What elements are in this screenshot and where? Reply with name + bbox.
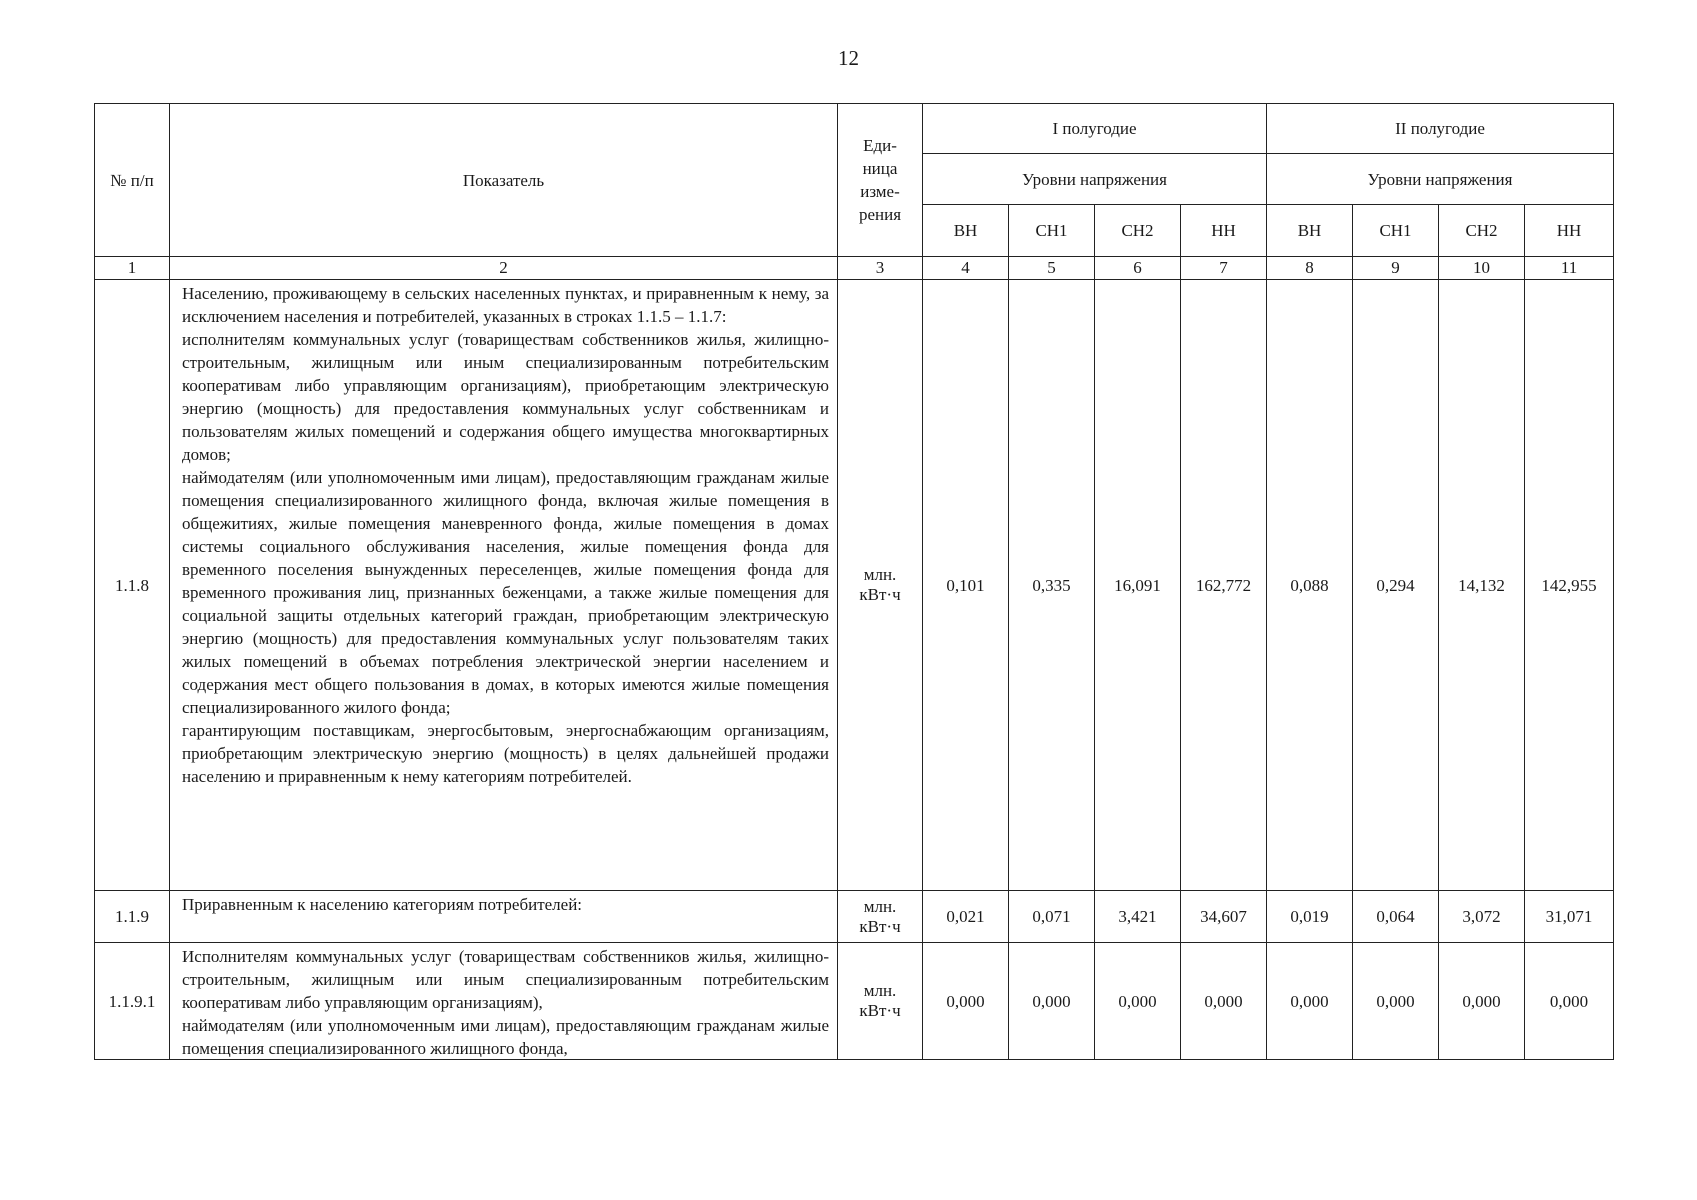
page-number: 12: [838, 46, 859, 70]
header-half1: I полугодие: [923, 104, 1267, 154]
header-level-5: ВН: [1267, 205, 1353, 257]
row-indicator: [170, 943, 838, 1060]
row-value: 31,071: [1525, 891, 1614, 943]
row-value: 0,000: [1095, 943, 1181, 1060]
row-number: 1.1.9: [95, 891, 170, 943]
column-number-2: 2: [170, 257, 838, 280]
row-value: 0,064: [1353, 891, 1439, 943]
indicator-paragraph: наймодателям (или уполномоченным ими лицам), предоставляющим гражданам жилые помещения специализированного жилищного фонда,: [182, 1016, 829, 1057]
row-value: 0,000: [1525, 943, 1614, 1060]
table-row: [95, 891, 1614, 943]
header-level-2: СН1: [1009, 205, 1095, 257]
header-level-3: СН2: [1095, 205, 1181, 257]
header-level-1: ВН: [923, 205, 1009, 257]
row-value: 0,071: [1009, 891, 1095, 943]
row-value: 0,101: [923, 280, 1009, 891]
indicator-paragraph: Исполнителям коммунальных услуг (товариществам собственников жилья, жилищно-строительным, жилищным или иным специализированным потребительским кооперативам либо управляющим организациям),: [182, 947, 829, 1012]
row-value: 0,000: [1439, 943, 1525, 1060]
indicator-paragraph: гарантирующим поставщикам, энергосбытовым, энергоснабжающим организациям, приобретающим электрическую энергию (мощность) в целях дальнейшей продажи населению и приравненным к нему категориям потребителей.: [182, 721, 829, 786]
row-value: 0,294: [1353, 280, 1439, 891]
column-number-11: 11: [1525, 257, 1614, 280]
row-indicator: [170, 280, 838, 891]
header-level-4: НН: [1181, 205, 1267, 257]
header-voltage-levels-half1: Уровни напряжения: [923, 154, 1267, 205]
table-row: [95, 943, 1614, 1060]
row-number: 1.1.8: [95, 280, 170, 891]
header-voltage-levels-half2: Уровни напряжения: [1267, 154, 1614, 205]
indicator-paragraph: Населению, проживающему в сельских населенных пунктах, и приравненным к нему, за исключением населения и потребителей, указанных в строках 1.1.5 – 1.1.7:: [182, 284, 829, 326]
row-value: 0,088: [1267, 280, 1353, 891]
column-number-8: 8: [1267, 257, 1353, 280]
indicator-paragraph: исполнителям коммунальных услуг (товариществам собственников жилья, жилищно-строительным, жилищным или иным специализированным потребительским кооперативам либо управляющим организациям), приобретающим электрическую энергию (мощность) для предоставления коммунальных услуг собственникам и пользователям жилых помещений и содержания общего имущества многоквартирных домов;: [182, 330, 829, 464]
header-indicator: Показатель: [170, 104, 838, 257]
header-level-6: СН1: [1353, 205, 1439, 257]
header-unit: Еди- ница изме- рения: [838, 104, 923, 257]
row-unit: млн. кВт·ч: [838, 280, 923, 891]
indicator-paragraph: наймодателям (или уполномоченным ими лицам), предоставляющим гражданам жилые помещения специализированного жилищного фонда, включая жилые помещения в общежитиях, жилые помещения маневренного фонда, жилые помещения в домах системы социального обслуживания населения, жилые помещения фонда для временного поселения вынужденных переселенцев, жилые помещения фонда для временного проживания лиц, признанных беженцами, а также жилые помещения для социальной защиты отдельных категорий граждан, приобретающим электрическую энергию (мощность) для предоставления коммунальных услуг пользователям таких жилых помещений в объемах потребления электрической энергии населением и содержания мест общего пользования в домах, в которых имеются жилые помещения специализированного жилого фонда;: [182, 468, 829, 717]
table-row: [95, 280, 1614, 891]
header-level-8: НН: [1525, 205, 1614, 257]
row-value: 0,000: [1267, 943, 1353, 1060]
row-unit: млн. кВт·ч: [838, 891, 923, 943]
column-number-5: 5: [1009, 257, 1095, 280]
row-value: 3,072: [1439, 891, 1525, 943]
row-number: 1.1.9.1: [95, 943, 170, 1060]
tariff-volume-table: [94, 103, 1614, 1060]
row-value: 0,021: [923, 891, 1009, 943]
column-number-4: 4: [923, 257, 1009, 280]
row-value: 162,772: [1181, 280, 1267, 891]
row-indicator: [170, 891, 838, 943]
column-number-9: 9: [1353, 257, 1439, 280]
row-value: 16,091: [1095, 280, 1181, 891]
column-number-6: 6: [1095, 257, 1181, 280]
column-number-1: 1: [95, 257, 170, 280]
column-number-10: 10: [1439, 257, 1525, 280]
row-value: 142,955: [1525, 280, 1614, 891]
header-num: № п/п: [95, 104, 170, 257]
header-level-7: СН2: [1439, 205, 1525, 257]
row-value: 0,000: [923, 943, 1009, 1060]
indicator-paragraph: Приравненным к населению категориям потребителей:: [182, 895, 583, 914]
row-value: 0,000: [1353, 943, 1439, 1060]
row-value: 3,421: [1095, 891, 1181, 943]
row-value: 0,019: [1267, 891, 1353, 943]
row-unit: млн. кВт·ч: [838, 943, 923, 1060]
row-value: 14,132: [1439, 280, 1525, 891]
column-number-3: 3: [838, 257, 923, 280]
header-half2: II полугодие: [1267, 104, 1614, 154]
row-value: 34,607: [1181, 891, 1267, 943]
row-value: 0,335: [1009, 280, 1095, 891]
row-value: 0,000: [1181, 943, 1267, 1060]
row-value: 0,000: [1009, 943, 1095, 1060]
column-number-7: 7: [1181, 257, 1267, 280]
